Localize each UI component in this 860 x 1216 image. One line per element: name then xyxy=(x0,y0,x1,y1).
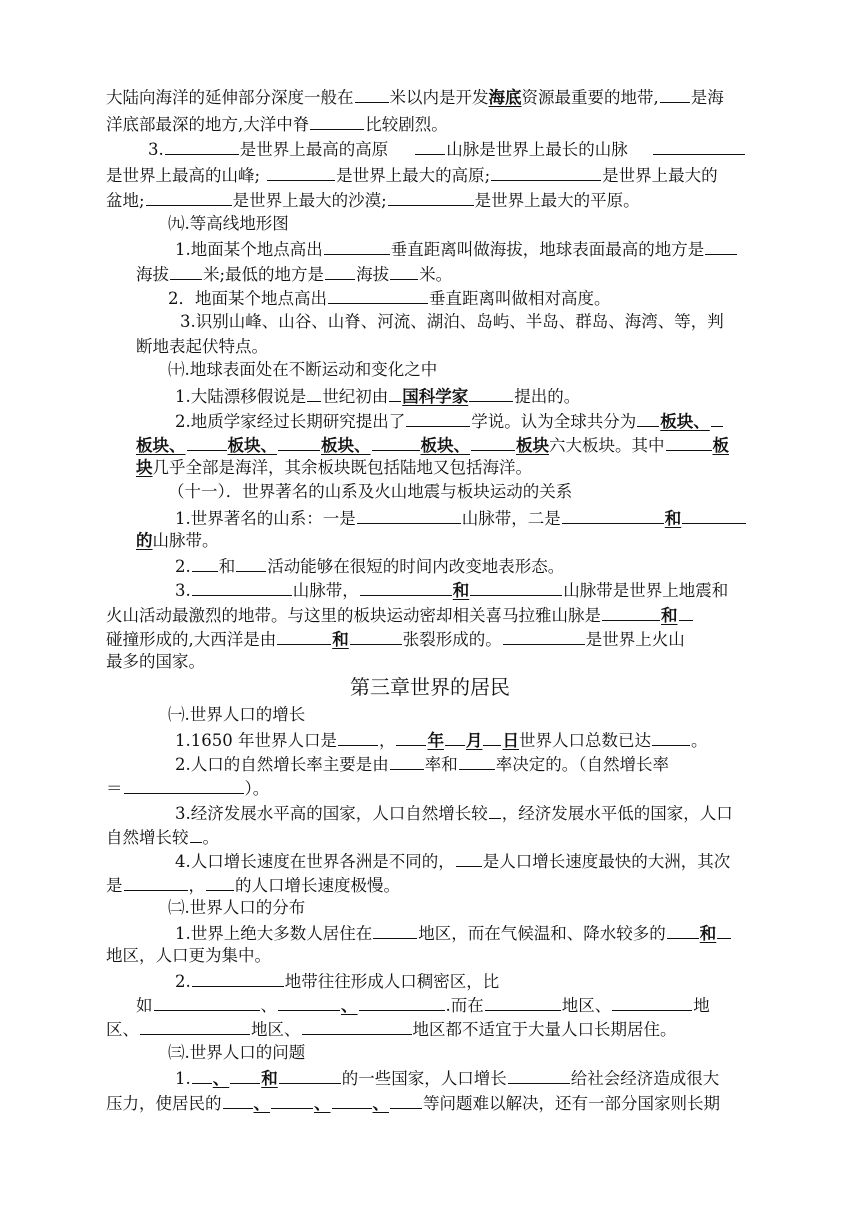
blank[interactable] xyxy=(470,577,562,596)
blank[interactable] xyxy=(456,848,482,867)
text-line: 断地表起伏特点。 xyxy=(136,337,268,356)
blank[interactable] xyxy=(389,383,401,402)
text-line xyxy=(106,626,685,650)
blank[interactable] xyxy=(372,432,420,451)
text-line xyxy=(136,529,219,553)
text: 的一些国家，人口增长 xyxy=(341,1069,507,1088)
underlined-text: 和 xyxy=(332,630,349,649)
text: 1.大陆漂移假说是 xyxy=(175,387,307,406)
text: 比较剧烈。 xyxy=(365,115,448,134)
blank[interactable] xyxy=(406,408,470,427)
text: 碰撞形成的,大西洋是由 xyxy=(106,630,277,649)
blank[interactable] xyxy=(206,872,234,891)
blank[interactable] xyxy=(679,602,693,621)
text: 。 xyxy=(202,828,219,847)
blank[interactable] xyxy=(612,992,692,1011)
blank[interactable] xyxy=(666,432,712,451)
blank[interactable] xyxy=(415,136,445,155)
text: 海拔 xyxy=(136,265,169,284)
blank[interactable] xyxy=(705,236,737,255)
blank[interactable] xyxy=(165,136,239,155)
underlined-text: 板块、 xyxy=(420,436,470,455)
underlined-text: 年 xyxy=(427,731,444,750)
text: 给社会经济造成很大 xyxy=(570,1069,720,1088)
blank[interactable] xyxy=(279,1065,341,1084)
blank[interactable] xyxy=(469,383,513,402)
text-line xyxy=(136,456,532,480)
section-heading: ㈢.世界人口的问题 xyxy=(168,1043,306,1062)
text: 是世界上最大的高原; xyxy=(336,166,491,185)
blank[interactable] xyxy=(471,432,515,451)
underlined-text: 板块、 xyxy=(227,436,277,455)
blank[interactable] xyxy=(373,920,417,939)
text-line xyxy=(168,285,611,309)
blank[interactable] xyxy=(503,626,585,645)
underlined-text: 、 xyxy=(314,1094,331,1113)
text: 火山活动最激烈的地带。与这里的板块运动密却相关喜马拉雅山脉是 xyxy=(106,606,601,625)
text: 世纪初由 xyxy=(322,387,389,406)
section-heading: ㈩.地球表面处在不断运动和变化之中 xyxy=(168,360,438,379)
text: 是人口增长速度最快的大洲，其次 xyxy=(482,852,731,871)
text-line xyxy=(175,968,499,992)
text: 、 xyxy=(260,996,277,1015)
text: 地带往往形成人口稠密区，比 xyxy=(284,972,500,991)
underlined-text: 、 xyxy=(341,996,358,1015)
underlined-text: 板块、 xyxy=(660,412,710,431)
underlined-text: 海底 xyxy=(488,88,522,107)
text-line xyxy=(106,872,400,896)
text: 山脉带是世界上地震和 xyxy=(563,581,729,600)
text-line xyxy=(106,1090,720,1114)
underlined-text: 的 xyxy=(136,531,153,550)
text: 3.经济发展水平高的国家，人口自然增长较 xyxy=(175,804,488,823)
blank[interactable] xyxy=(396,727,426,746)
blank[interactable] xyxy=(230,1065,260,1084)
text: 1.世界上绝大多数人居住在 xyxy=(175,924,373,943)
text-line xyxy=(106,824,219,848)
text-line xyxy=(175,920,732,944)
blank[interactable] xyxy=(277,626,331,645)
text: 资源最重要的地带, xyxy=(521,88,659,107)
blank[interactable] xyxy=(325,261,355,280)
text: ）。 xyxy=(244,779,270,798)
text: 区、 xyxy=(106,1020,139,1039)
text: 盆地; xyxy=(106,191,145,210)
text: ，经济发展水平低的国家，人口 xyxy=(501,804,733,823)
blank[interactable] xyxy=(390,1090,422,1109)
blank[interactable] xyxy=(187,432,227,451)
text: 1.世界著名的山系：一是 xyxy=(175,509,356,528)
text: 等问题难以解决，还有一部分国家则长期 xyxy=(423,1094,720,1113)
text: 米;最低的地方是 xyxy=(203,265,325,284)
text: 如 xyxy=(136,996,153,1015)
text-line xyxy=(148,136,746,160)
text-line: 地区，人口更为集中。 xyxy=(106,946,271,965)
section-heading: （十一）．世界著名的山系及火山地震与板块运动的关系 xyxy=(168,482,573,501)
text: 自然增长较 xyxy=(106,828,189,847)
text: 垂直距离叫做相对高度。 xyxy=(429,289,611,308)
section-heading: ㈠.世界人口的增长 xyxy=(168,705,306,724)
underlined-text: 块 xyxy=(136,458,153,477)
blank[interactable] xyxy=(350,626,402,645)
text: 的人口增长速度极慢。 xyxy=(235,876,400,895)
text-line xyxy=(175,800,733,824)
text: 山脉带， xyxy=(292,581,359,600)
text: 压力，使居民的 xyxy=(106,1094,222,1113)
blank[interactable] xyxy=(390,751,424,770)
text: 1.地面某个地点高出 xyxy=(175,240,323,259)
text-line: 3.识别山峰、山谷、山脊、河流、湖泊、岛屿、半岛、群岛、海湾、等，判 xyxy=(180,312,724,331)
text: 4.人口增长速度在世界各洲是不同的， xyxy=(175,852,455,871)
underlined-text: 和 xyxy=(452,581,470,600)
text-line xyxy=(106,111,448,135)
blank[interactable] xyxy=(278,432,320,451)
underlined-text: 和 xyxy=(699,924,717,943)
text-line xyxy=(106,162,718,186)
blank[interactable] xyxy=(192,553,218,572)
blank[interactable] xyxy=(324,236,390,255)
text: 率决定的。（自然增长率 xyxy=(495,755,669,774)
text-line xyxy=(106,1016,677,1040)
blank[interactable] xyxy=(355,84,389,103)
text-line xyxy=(175,553,564,577)
blank[interactable] xyxy=(310,111,364,130)
text: 是世界上最高的山峰; xyxy=(106,166,261,185)
text-line xyxy=(136,992,710,1016)
chapter-title: 第三章世界的居民 xyxy=(350,675,510,699)
blank[interactable] xyxy=(508,1065,570,1084)
text-line: 最多的国家。 xyxy=(106,652,205,671)
blank[interactable] xyxy=(357,505,461,524)
text: 1.1650 年世界人口是 xyxy=(175,731,337,750)
underlined-text: 、 xyxy=(372,1094,389,1113)
text: 率和 xyxy=(424,755,458,774)
underlined-text: 月 xyxy=(465,731,483,750)
underlined-text: 、 xyxy=(212,1069,230,1088)
blank[interactable] xyxy=(192,1065,212,1084)
text: 海拔 xyxy=(356,265,390,284)
text: 是 xyxy=(106,876,123,895)
text: 是世界上最大的平原。 xyxy=(474,191,640,210)
text: ， xyxy=(378,731,396,750)
blank[interactable] xyxy=(360,577,452,596)
blank[interactable] xyxy=(302,1016,412,1035)
text: 3. xyxy=(175,581,191,600)
blank[interactable] xyxy=(491,162,601,181)
text: 是世界上最大的沙漠; xyxy=(232,191,387,210)
underlined-text: 日 xyxy=(502,731,519,750)
blank[interactable] xyxy=(223,1090,253,1109)
underlined-text: 和 xyxy=(664,509,682,528)
blank[interactable] xyxy=(307,383,321,402)
text: 和 xyxy=(218,557,236,576)
text: ， xyxy=(188,876,205,895)
text: 洋底部最深的地方,大洋中脊 xyxy=(106,115,310,134)
blank[interactable] xyxy=(328,285,428,304)
blank[interactable] xyxy=(338,727,378,746)
blank[interactable] xyxy=(140,1016,250,1035)
blank[interactable] xyxy=(190,824,202,843)
text: 是世界上火山 xyxy=(585,630,685,649)
text: 2. xyxy=(175,972,191,991)
blank[interactable] xyxy=(485,992,561,1011)
underlined-text: 和 xyxy=(261,1069,278,1088)
text-line xyxy=(106,775,269,799)
blank[interactable] xyxy=(445,727,465,746)
blank[interactable] xyxy=(717,920,731,939)
text-line xyxy=(175,408,724,432)
underlined-text: 和 xyxy=(661,606,678,625)
blank[interactable] xyxy=(711,408,723,427)
blank[interactable] xyxy=(271,1090,313,1109)
text: 3. xyxy=(148,140,164,159)
text: 山脉是世界上最长的山脉 xyxy=(446,140,628,159)
text-line xyxy=(136,432,729,456)
text: 2．地面某个地点高出 xyxy=(168,289,327,308)
text: 地区，而在气候温和、降水较多的 xyxy=(418,924,666,943)
text: 米。 xyxy=(419,265,453,284)
blank[interactable] xyxy=(602,602,660,621)
section-heading: ㈨.等高线地形图 xyxy=(168,214,289,233)
blank[interactable] xyxy=(660,84,690,103)
text: 地区、 xyxy=(251,1020,301,1039)
blank[interactable] xyxy=(459,751,495,770)
underlined-text: 国科学家 xyxy=(402,387,469,406)
blank[interactable] xyxy=(192,968,284,987)
text-line xyxy=(175,1065,719,1089)
text: 学说。认为全球共分为 xyxy=(471,412,637,431)
text: 是世界上最高的高原 xyxy=(239,140,389,159)
underlined-text: 板块、 xyxy=(136,436,186,455)
text-line xyxy=(175,848,730,872)
text: 山脉带。 xyxy=(152,531,219,550)
section-heading: ㈡.世界人口的分布 xyxy=(168,898,306,917)
text: 1. xyxy=(175,1069,191,1088)
text-line xyxy=(175,236,738,260)
blank[interactable] xyxy=(192,577,292,596)
blank[interactable] xyxy=(278,992,340,1011)
text: 垂直距离叫做海拔，地球表面最高的地方是 xyxy=(390,240,705,259)
text: 地区、 xyxy=(561,996,612,1015)
text: 六大板块。其中 xyxy=(549,436,665,455)
blank[interactable] xyxy=(236,553,266,572)
blank[interactable] xyxy=(652,727,690,746)
text: 米以内是开发 xyxy=(389,88,489,107)
text: 世界人口总数已达 xyxy=(518,731,651,750)
text: 地 xyxy=(693,996,710,1015)
text: 几乎全部是海洋，其余板块既包括陆地又包括海洋。 xyxy=(152,458,532,477)
text: 山脉带，二是 xyxy=(461,509,561,528)
text-line xyxy=(175,577,728,601)
blank[interactable] xyxy=(359,992,445,1011)
blank[interactable] xyxy=(483,727,501,746)
text: .而在 xyxy=(445,996,484,1015)
underlined-text: 板 xyxy=(712,436,729,455)
blank[interactable] xyxy=(667,920,699,939)
blank[interactable] xyxy=(332,1090,372,1109)
text: 是海 xyxy=(690,88,724,107)
blank[interactable] xyxy=(653,136,745,155)
underlined-text: 板块、 xyxy=(321,436,371,455)
text: 活动能够在很短的时间内改变地表形态。 xyxy=(267,557,565,576)
text-line xyxy=(175,505,747,529)
text-line xyxy=(175,727,707,751)
text: 2.人口的自然增长率主要是由 xyxy=(175,755,389,774)
blank[interactable] xyxy=(124,872,188,891)
blank[interactable] xyxy=(267,162,335,181)
text: 提出的。 xyxy=(514,387,581,406)
blank[interactable] xyxy=(124,775,244,794)
text: 是世界上最大的 xyxy=(602,166,718,185)
text-line xyxy=(106,187,640,211)
text: 地区都不适宜于大量人口长期居住。 xyxy=(412,1020,677,1039)
text: 大陆向海洋的延伸部分深度一般在 xyxy=(106,88,354,107)
text-line xyxy=(175,751,669,775)
underlined-text: 板块 xyxy=(516,436,549,455)
underlined-text: 、 xyxy=(253,1094,270,1113)
text: 2.地质学家经过长期研究提出了 xyxy=(175,412,406,431)
blank[interactable] xyxy=(390,261,418,280)
text: ＝ xyxy=(106,779,123,798)
text: 张裂形成的。 xyxy=(402,630,502,649)
blank[interactable] xyxy=(682,505,746,524)
text-line xyxy=(175,383,580,407)
blank[interactable] xyxy=(562,505,664,524)
blank[interactable] xyxy=(154,992,260,1011)
text-line xyxy=(106,84,724,108)
text-line xyxy=(136,261,452,285)
blank[interactable] xyxy=(388,187,474,206)
text: 2. xyxy=(175,557,191,576)
blank[interactable] xyxy=(637,408,659,427)
blank[interactable] xyxy=(170,261,202,280)
text: 。 xyxy=(690,731,708,750)
text-line xyxy=(106,602,694,626)
blank[interactable] xyxy=(489,800,501,819)
blank[interactable] xyxy=(146,187,232,206)
